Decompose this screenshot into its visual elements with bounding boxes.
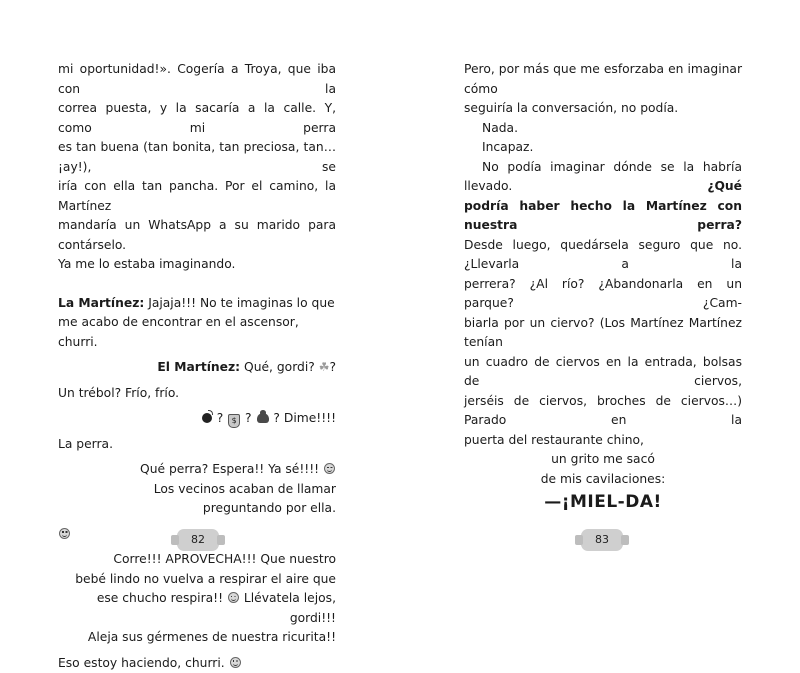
message-text: Llévatela lejos, gordi!!! bbox=[240, 591, 336, 625]
grimace-icon bbox=[59, 528, 70, 539]
speaker-el-martinez: El Martínez: bbox=[157, 360, 240, 374]
paragraph-line: perrera? ¿Al río? ¿Abandonarla en un parque? ¿Cam- bbox=[464, 275, 742, 314]
paragraph-line: Pero, por más que me esforzaba en imaginar cómo bbox=[464, 60, 742, 99]
message-reply: La perra. bbox=[58, 435, 336, 455]
message-line bbox=[58, 460, 336, 480]
message-line: preguntando por ella. bbox=[58, 499, 336, 519]
message-la-martinez bbox=[58, 294, 336, 314]
spacer bbox=[58, 275, 336, 294]
right-page bbox=[400, 0, 800, 593]
message-suffix: ? Dime!!!! bbox=[270, 411, 337, 425]
intro-line: iría con ella tan pancha. Por el camino, la Martínez bbox=[58, 177, 336, 216]
message-line: Aleja sus gérmenes de nuestra ricurita!! bbox=[58, 628, 336, 648]
paragraph-line: Incapaz. bbox=[464, 138, 742, 158]
money-bag-icon: $ bbox=[228, 414, 240, 428]
message-text: Eso estoy haciendo, churri. bbox=[58, 656, 229, 670]
centered-line: un grito me sacó bbox=[464, 450, 742, 470]
page-number-left: 82 bbox=[177, 529, 219, 551]
left-page bbox=[0, 0, 400, 593]
message-el-martinez bbox=[58, 358, 336, 378]
paragraph-bold: ¿Qué bbox=[707, 179, 742, 193]
message-line: Los vecinos acaban de llamar bbox=[58, 480, 336, 500]
message-text: Qué perra? Espera!! Ya sé!!!! bbox=[140, 462, 323, 476]
intro-line: es tan buena (tan bonita, tan preciosa, tan… ¡ay!), se bbox=[58, 138, 336, 177]
speaker-la-martinez: La Martínez: bbox=[58, 296, 144, 310]
message-text: Qué, gordi? bbox=[240, 360, 319, 374]
poop-icon bbox=[257, 413, 269, 423]
intro-line: mandaría un WhatsApp a su marido para contárselo. bbox=[58, 216, 336, 255]
paragraph-line: jerséis de ciervos, broches de ciervos…) Parado en la bbox=[464, 392, 742, 431]
paragraph-line: biarla por un ciervo? (Los Martínez Martínez tenían bbox=[464, 314, 742, 353]
paragraph-bold: podría haber hecho la Martínez con nuestra perra? bbox=[464, 199, 742, 233]
paragraph-line: puerta del restaurante chino, bbox=[464, 431, 742, 451]
paragraph-text: No podía imaginar dónde se la habría llevado. bbox=[464, 160, 742, 194]
message-text: me acabo de encontrar en el ascensor, churri. bbox=[58, 313, 336, 352]
grimace-icon bbox=[228, 592, 239, 603]
intro-line: Ya me lo estaba imaginando. bbox=[58, 255, 336, 275]
message-line: bebé lindo no vuelva a respirar el aire que bbox=[58, 570, 336, 590]
separator: ? bbox=[213, 411, 227, 425]
right-page-text bbox=[464, 60, 742, 515]
clover-icon: ☘ bbox=[319, 360, 330, 374]
paragraph-line: un cuadro de ciervos en la entrada, bolsas de ciervos, bbox=[464, 353, 742, 392]
paragraph-line bbox=[464, 197, 742, 236]
shout-text: —¡MIEL-DA! bbox=[464, 489, 742, 515]
intro-line: mi oportunidad!». Cogería a Troya, que iba con la bbox=[58, 60, 336, 99]
left-page-text bbox=[58, 60, 336, 673]
message-text: ese chucho respira!! bbox=[97, 591, 227, 605]
message-reply: Un trébol? Frío, frío. bbox=[58, 384, 336, 404]
grin-icon bbox=[230, 657, 241, 668]
centered-line: de mis cavilaciones: bbox=[464, 470, 742, 490]
smile-icon bbox=[324, 463, 335, 474]
page-number-right: 83 bbox=[581, 529, 623, 551]
paragraph-line: Desde luego, quedársela seguro que no. ¿Llevarla a la bbox=[464, 236, 742, 275]
message-emojis bbox=[58, 409, 336, 429]
bomb-icon bbox=[202, 413, 212, 423]
message-line bbox=[58, 589, 336, 628]
intro-line: correa puesta, y la sacaría a la calle. Y, como mi perra bbox=[58, 99, 336, 138]
message-line: Corre!!! APROVECHA!!! Que nuestro bbox=[58, 550, 336, 570]
message-text: Jajaja!!! No te imaginas lo que bbox=[144, 296, 334, 310]
message-suffix: ? bbox=[329, 360, 336, 374]
paragraph-line: seguiría la conversación, no podía. bbox=[464, 99, 742, 119]
paragraph-line: Nada. bbox=[464, 119, 742, 139]
paragraph-line bbox=[464, 158, 742, 197]
separator: ? bbox=[241, 411, 255, 425]
message-reply bbox=[58, 654, 336, 673]
